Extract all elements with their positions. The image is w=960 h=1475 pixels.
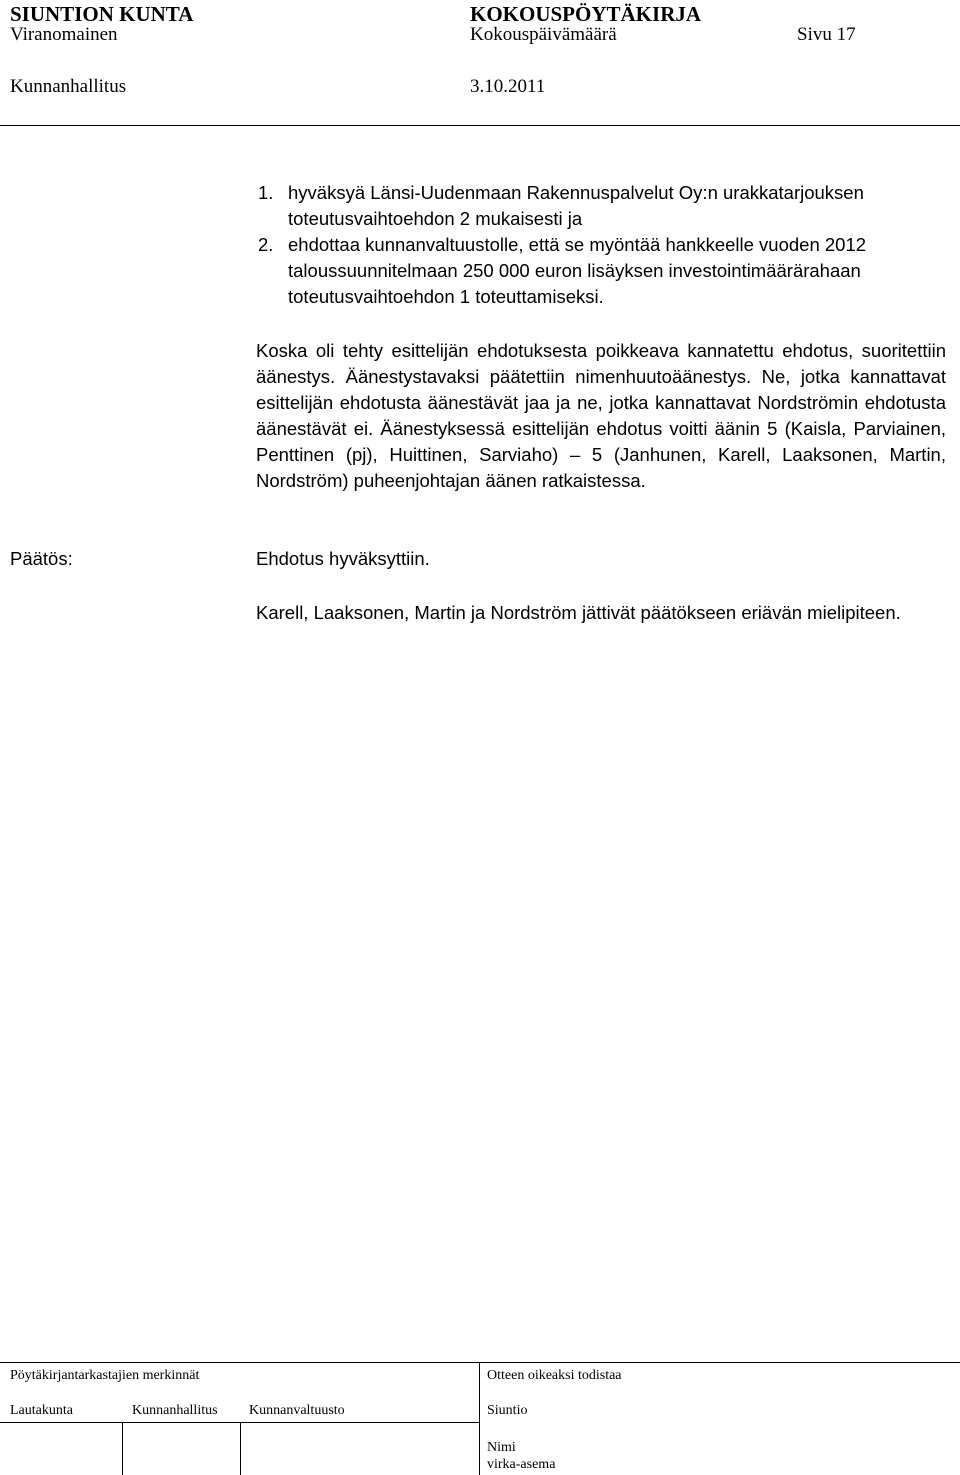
- document-type: KOKOUSPÖYTÄKIRJA: [470, 2, 702, 26]
- footer-place: Siuntio: [487, 1403, 528, 1418]
- dissent-paragraph: Karell, Laaksonen, Martin ja Nordström jättivät päätökseen eriävän mielipiteen.: [256, 602, 901, 623]
- meeting-date-label: Kokouspäivämäärä: [470, 24, 617, 45]
- decision-text: Ehdotus hyväksyttiin.: [256, 548, 430, 569]
- list-item: [258, 232, 938, 310]
- signature-box-divider: [240, 1422, 241, 1475]
- certified-label: Otteen oikeaksi todistaa: [487, 1368, 622, 1383]
- footer-col-council: Kunnanvaltuusto: [249, 1403, 345, 1418]
- list-item-text: ehdottaa kunnanvaltuustolle, että se myöntää hankkeelle vuoden 2012 taloussuunnitelmaan 250 000 euron lisäyksen investointimäärärahaan toteutusvaihtoehdon 1 toteuttamiseksi.: [288, 234, 867, 307]
- meeting-date: 3.10.2011: [470, 76, 546, 97]
- organization-name: SIUNTION KUNTA: [10, 2, 194, 26]
- decision-label: Päätös:: [10, 548, 73, 569]
- signature-box-divider: [122, 1422, 123, 1475]
- checkers-label: Pöytäkirjantarkastajien merkinnät: [10, 1368, 200, 1383]
- footer-divider: [0, 1362, 960, 1363]
- list-item-number: 2.: [258, 234, 274, 255]
- title-label: virka-asema: [487, 1457, 556, 1472]
- footer-col-council-board: Kunnanhallitus: [132, 1403, 218, 1418]
- page-number: Sivu 17: [797, 24, 856, 45]
- authority-label: Viranomainen: [10, 24, 118, 45]
- footer-column-divider: [479, 1362, 480, 1475]
- name-label: Nimi: [487, 1440, 516, 1455]
- list-item-number: 1.: [258, 182, 274, 203]
- authority-name: Kunnanhallitus: [10, 76, 127, 97]
- list-item-text: hyväksyä Länsi-Uudenmaan Rakennuspalvelut Oy:n urakkatarjouksen toteutusvaihtoehdon 2 mukaisesti ja: [288, 182, 864, 229]
- resolution-list: [258, 180, 938, 310]
- footer-col-board: Lautakunta: [10, 1403, 73, 1418]
- list-item: [258, 180, 938, 232]
- voting-paragraph: Koska oli tehty esittelijän ehdotuksesta poikkeava kannatettu ehdotus, suoritettiin äänestys. Äänestystavaksi päätettiin nimenhuutoäänestys. Ne, jotka kannattavat esittelijän ehdotusta äänestävät jaa ja ne, jotka kannattavat Nordströmin ehdotusta äänestävät ei. Äänestyksessä esittelijän ehdotus voitti äänin 5 (Kaisla, Parviainen, Penttinen (pj), Huittinen, Sarviaho) – 5 (Janhunen, Karell, Laaksonen, Martin, Nordström) puheenjohtajan äänen ratkaistessa.: [256, 340, 946, 491]
- header-divider: [0, 125, 960, 126]
